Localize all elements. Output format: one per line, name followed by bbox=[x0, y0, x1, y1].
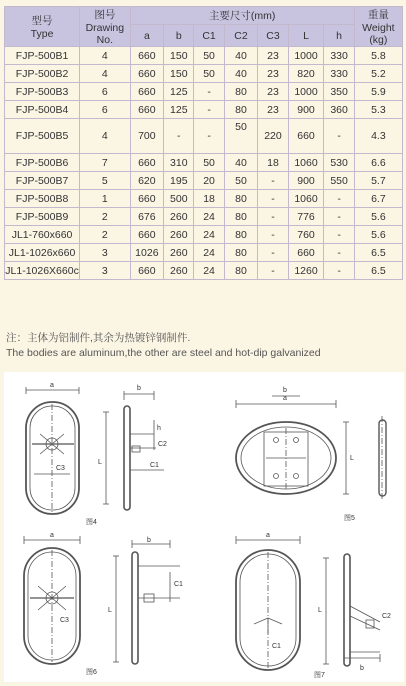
fig6-front-view bbox=[24, 536, 80, 664]
table-cell: 1026 bbox=[130, 244, 164, 262]
table-cell: 660 bbox=[288, 244, 324, 262]
table-cell: 23 bbox=[258, 83, 288, 101]
table-cell: 530 bbox=[324, 154, 354, 172]
table-cell: 150 bbox=[164, 65, 194, 83]
model-cell: JL1-760x660 bbox=[5, 226, 80, 244]
table-cell: 1 bbox=[80, 190, 130, 208]
table-row bbox=[5, 172, 403, 190]
fig4-front-view bbox=[26, 387, 79, 514]
table-cell: - bbox=[194, 119, 224, 154]
fig6-dim-a: a bbox=[50, 532, 54, 539]
table-row bbox=[5, 262, 403, 280]
model-cell: FJP-500B5 bbox=[5, 119, 80, 154]
header-dim-l: L bbox=[288, 25, 324, 47]
table-cell: 80 bbox=[224, 244, 258, 262]
table-cell: 676 bbox=[130, 208, 164, 226]
table-cell: 660 bbox=[130, 47, 164, 65]
table-row bbox=[5, 47, 403, 65]
table-cell: 24 bbox=[194, 226, 224, 244]
table-cell: 776 bbox=[288, 208, 324, 226]
table-cell: 5.6 bbox=[354, 226, 402, 244]
fig7-dim-c1: C1 bbox=[272, 643, 281, 650]
table-row bbox=[5, 154, 403, 172]
header-dim-c2: C2 bbox=[224, 25, 258, 47]
table-cell: 4 bbox=[80, 47, 130, 65]
table-cell: 660 bbox=[130, 226, 164, 244]
table-cell: 260 bbox=[164, 208, 194, 226]
table-cell: 620 bbox=[130, 172, 164, 190]
fig4-side-view bbox=[103, 391, 164, 510]
fig4-dim-c2: C2 bbox=[158, 441, 167, 448]
table-cell: 260 bbox=[164, 262, 194, 280]
fig5-label: 图5 bbox=[344, 515, 355, 522]
table-cell: 80 bbox=[224, 208, 258, 226]
fig5-dim-a: a bbox=[283, 395, 287, 402]
table-row bbox=[5, 101, 403, 119]
table-cell: - bbox=[258, 262, 288, 280]
table-row bbox=[5, 65, 403, 83]
table-cell: 1060 bbox=[288, 154, 324, 172]
model-cell: FJP-500B2 bbox=[5, 65, 80, 83]
table-cell: 500 bbox=[164, 190, 194, 208]
table-cell: 3 bbox=[80, 244, 130, 262]
model-cell: FJP-500B4 bbox=[5, 101, 80, 119]
fig7-dim-a: a bbox=[266, 532, 270, 539]
fig4-dim-b: b bbox=[137, 385, 141, 392]
fig6-dim-b: b bbox=[147, 537, 151, 544]
table-cell: - bbox=[194, 83, 224, 101]
table-cell: - bbox=[324, 244, 354, 262]
table-cell: 5.8 bbox=[354, 47, 402, 65]
table-cell: - bbox=[324, 190, 354, 208]
table-cell: 660 bbox=[130, 101, 164, 119]
table-cell: 6 bbox=[80, 101, 130, 119]
table-cell: 660 bbox=[130, 190, 164, 208]
table-cell: 900 bbox=[288, 101, 324, 119]
table-cell: 6.7 bbox=[354, 190, 402, 208]
fig5-dim-b: b bbox=[283, 387, 287, 394]
table-cell: 220 bbox=[258, 119, 288, 154]
fig4-dim-h: h bbox=[157, 425, 161, 432]
table-cell: - bbox=[258, 172, 288, 190]
table-cell: 23 bbox=[258, 47, 288, 65]
model-cell: FJP-500B8 bbox=[5, 190, 80, 208]
table-cell: 5.3 bbox=[354, 101, 402, 119]
table-cell: 1000 bbox=[288, 83, 324, 101]
table-cell: - bbox=[324, 262, 354, 280]
table-row bbox=[5, 119, 403, 154]
table-cell: 5.2 bbox=[354, 65, 402, 83]
table-cell: 350 bbox=[324, 83, 354, 101]
table-cell: 6.5 bbox=[354, 262, 402, 280]
table-cell: 50 bbox=[224, 119, 258, 154]
table-cell: 4 bbox=[80, 119, 130, 154]
header-dim-a: a bbox=[130, 25, 164, 47]
table-cell: 7 bbox=[80, 154, 130, 172]
table-cell: 900 bbox=[288, 172, 324, 190]
fig4-dim-c3: C3 bbox=[56, 465, 65, 472]
table-cell: 80 bbox=[224, 83, 258, 101]
table-row bbox=[5, 208, 403, 226]
table-cell: 80 bbox=[224, 190, 258, 208]
note-chinese: 注：主体为铝制件,其余为热镀锌钢制件. bbox=[6, 332, 191, 344]
table-cell: 18 bbox=[258, 154, 288, 172]
header-dim-b: b bbox=[164, 25, 194, 47]
table-cell: 660 bbox=[130, 154, 164, 172]
fig6-dim-c3: C3 bbox=[60, 617, 69, 624]
table-cell: 80 bbox=[224, 262, 258, 280]
table-cell: 24 bbox=[194, 262, 224, 280]
fig7-dim-c2: C2 bbox=[382, 613, 391, 620]
table-cell: 760 bbox=[288, 226, 324, 244]
fig7-dim-L: L bbox=[318, 607, 322, 614]
table-cell: 195 bbox=[164, 172, 194, 190]
table-cell: 550 bbox=[324, 172, 354, 190]
model-cell: FJP-500B7 bbox=[5, 172, 80, 190]
model-cell: FJP-500B9 bbox=[5, 208, 80, 226]
fig4-dim-c1: C1 bbox=[150, 462, 159, 469]
header-dim-c3: C3 bbox=[258, 25, 288, 47]
table-cell: - bbox=[258, 226, 288, 244]
table-cell: 50 bbox=[194, 154, 224, 172]
fig4-label: 图4 bbox=[86, 519, 97, 526]
fig5-side-view bbox=[379, 416, 386, 500]
table-cell: - bbox=[324, 208, 354, 226]
table-cell: 660 bbox=[130, 65, 164, 83]
header-dim-h: h bbox=[324, 25, 354, 47]
header-weight: 重量 Weight (kg) bbox=[354, 7, 402, 47]
table-cell: 2 bbox=[80, 208, 130, 226]
dimension-labels bbox=[50, 382, 391, 672]
table-cell: 6.6 bbox=[354, 154, 402, 172]
table-cell: 24 bbox=[194, 244, 224, 262]
table-cell: 4.3 bbox=[354, 119, 402, 154]
fig7-side-view bbox=[323, 554, 380, 666]
table-cell: - bbox=[258, 190, 288, 208]
model-cell: FJP-500B3 bbox=[5, 83, 80, 101]
fig7-label: 图7 bbox=[314, 672, 325, 679]
technical-drawings bbox=[4, 372, 404, 682]
table-cell: 125 bbox=[164, 83, 194, 101]
table-cell: 50 bbox=[194, 47, 224, 65]
table-cell: 150 bbox=[164, 47, 194, 65]
model-cell: JL1-1026X660c bbox=[5, 262, 80, 280]
table-cell: 24 bbox=[194, 208, 224, 226]
table-cell: 23 bbox=[258, 101, 288, 119]
fig6-label: 图6 bbox=[86, 669, 97, 676]
table-cell: 50 bbox=[194, 65, 224, 83]
fig6-side-view bbox=[113, 540, 180, 664]
table-cell: - bbox=[258, 208, 288, 226]
fig7-dim-b: b bbox=[360, 665, 364, 672]
table-cell: 330 bbox=[324, 47, 354, 65]
table-cell: 20 bbox=[194, 172, 224, 190]
spec-table bbox=[4, 6, 403, 280]
table-row bbox=[5, 226, 403, 244]
table-row bbox=[5, 83, 403, 101]
fig6-dim-c1: C1 bbox=[174, 581, 183, 588]
model-cell: FJP-500B1 bbox=[5, 47, 80, 65]
table-cell: - bbox=[164, 119, 194, 154]
table-row bbox=[5, 244, 403, 262]
table-cell: - bbox=[194, 101, 224, 119]
table-cell: 6.5 bbox=[354, 244, 402, 262]
table-cell: 260 bbox=[164, 226, 194, 244]
table-cell: 5 bbox=[80, 172, 130, 190]
table-cell: - bbox=[258, 244, 288, 262]
model-cell: JL1-1026x660 bbox=[5, 244, 80, 262]
table-cell: 1260 bbox=[288, 262, 324, 280]
drawings-svg bbox=[4, 372, 404, 682]
table-cell: 80 bbox=[224, 226, 258, 244]
header-model: 型号 Type bbox=[5, 7, 80, 47]
table-cell: 4 bbox=[80, 65, 130, 83]
table-cell: 3 bbox=[80, 262, 130, 280]
figure-labels bbox=[86, 513, 355, 679]
table-cell: 40 bbox=[224, 154, 258, 172]
model-cell: FJP-500B6 bbox=[5, 154, 80, 172]
fig6-dim-L: L bbox=[108, 607, 112, 614]
table-cell: 5.9 bbox=[354, 83, 402, 101]
table-cell: 660 bbox=[130, 262, 164, 280]
table-cell: 820 bbox=[288, 65, 324, 83]
table-cell: 6 bbox=[80, 83, 130, 101]
table-cell: 660 bbox=[288, 119, 324, 154]
table-cell: 1000 bbox=[288, 47, 324, 65]
table-cell: 50 bbox=[224, 172, 258, 190]
fig7-front-view bbox=[236, 536, 300, 670]
table-cell: 23 bbox=[258, 65, 288, 83]
table-cell: 40 bbox=[224, 47, 258, 65]
fig4-dim-a: a bbox=[50, 382, 54, 389]
table-cell: - bbox=[324, 119, 354, 154]
fig4-dim-L: L bbox=[98, 459, 102, 466]
table-cell: 360 bbox=[324, 101, 354, 119]
table-cell: 40 bbox=[224, 65, 258, 83]
header-dim-c1: C1 bbox=[194, 25, 224, 47]
table-cell: 330 bbox=[324, 65, 354, 83]
table-cell: 310 bbox=[164, 154, 194, 172]
fig5-dim-L: L bbox=[350, 455, 354, 462]
table-cell: 5.6 bbox=[354, 208, 402, 226]
table-cell: - bbox=[324, 226, 354, 244]
table-cell: 18 bbox=[194, 190, 224, 208]
header-dims: 主要尺寸(mm) bbox=[130, 7, 354, 25]
header-drawing: 图号 Drawing No. bbox=[80, 7, 130, 47]
table-cell: 1060 bbox=[288, 190, 324, 208]
table-cell: 700 bbox=[130, 119, 164, 154]
table-row bbox=[5, 190, 403, 208]
table-cell: 660 bbox=[130, 83, 164, 101]
fig5-front-view bbox=[236, 396, 349, 494]
table-cell: 260 bbox=[164, 244, 194, 262]
table-cell: 5.7 bbox=[354, 172, 402, 190]
note-english: The bodies are aluminum,the other are steel and hot-dip galvanized bbox=[6, 347, 321, 359]
table-cell: 125 bbox=[164, 101, 194, 119]
table-cell: 80 bbox=[224, 101, 258, 119]
table-cell: 2 bbox=[80, 226, 130, 244]
